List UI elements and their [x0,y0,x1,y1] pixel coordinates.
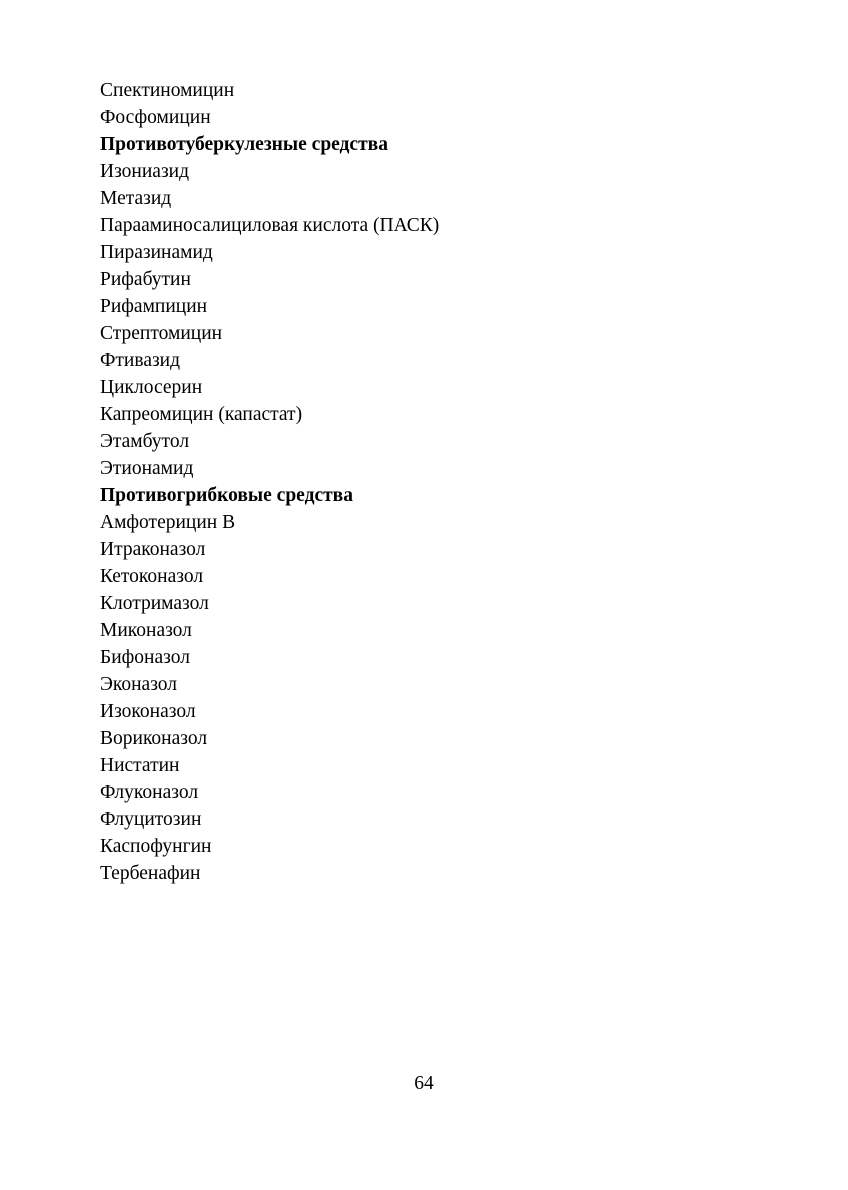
list-item: Этамбутол [100,431,190,452]
list-item: Флуцитозин [100,809,202,830]
list-item: Рифампицин [100,296,208,317]
list-item: Стрептомицин [100,323,223,344]
list-item: Этионамид [100,458,194,479]
list-item: Вориконазол [100,728,208,749]
list-item: Метазид [100,188,172,209]
list-item: Изониазид [100,161,190,182]
list-item: Пиразинамид [100,242,213,263]
list-item: Фтивазид [100,350,181,371]
list-item: Бифоназол [100,647,190,668]
list-item: Итраконазол [100,539,206,560]
list-item: Рифабутин [100,269,191,290]
list-item: Тербенафин [100,863,201,884]
list-item: Каспофунгин [100,836,212,857]
list-item: Эконазол [100,674,178,695]
section-heading: Противогрибковые средства [100,485,353,506]
list-item: Миконазол [100,620,192,641]
list-item: Амфотерицин В [100,512,236,533]
list-item: Клотримазол [100,593,209,614]
list-item: Фосфомицин [100,107,211,128]
list-item: Спектиномицин [100,80,235,101]
page-number: 64 [414,1073,434,1094]
list-item: Кетоконазол [100,566,204,587]
list-item: Капреомицин (капастат) [100,404,303,425]
list-item: Флуконазол [100,782,199,803]
list-item: Изоконазол [100,701,196,722]
list-item: Парааминосалициловая кислота (ПАСК) [100,215,440,236]
drug-list [100,77,439,887]
section-heading: Противотуберкулезные средства [100,134,388,155]
list-item: Нистатин [100,755,180,776]
list-item: Циклосерин [100,377,203,398]
